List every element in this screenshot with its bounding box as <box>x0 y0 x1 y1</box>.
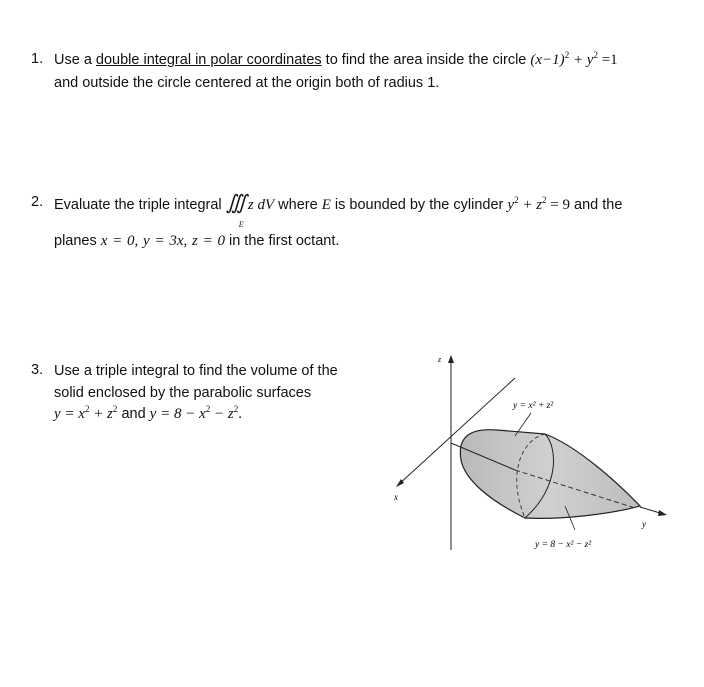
cylinder-equation: $y^2 + z^2 = 9$ <box>507 195 571 213</box>
surface-equation-2: $y = 8 - x^2 - z^2$. <box>149 404 242 422</box>
problem-3-number: 3. <box>31 362 44 378</box>
problem-1-text: to find the area inside the circle <box>325 52 527 68</box>
paraboloids-figure <box>385 350 675 560</box>
y-axis-end <box>640 507 660 513</box>
bottom-surface-label: y = 8 − x² − z² <box>535 540 592 550</box>
problem-2-number: 2. <box>31 194 44 210</box>
problem-3-line-3 <box>54 405 242 423</box>
problem-2-intro: Evaluate the triple integral <box>54 197 222 213</box>
problem-2-where: where <box>278 197 318 213</box>
region-variable: E <box>321 197 331 213</box>
z-axis-arrow <box>448 355 454 363</box>
problem-1-line-2: and outside the circle centered at the origin both of radius 1. <box>54 75 440 91</box>
triple-integral-symbol: ∭ <box>225 192 244 214</box>
and-word: and <box>121 406 146 422</box>
problem-2-bounded: is bounded by the cylinder <box>334 197 504 213</box>
problem-3-line-1: Use a triple integral to find the volume of the <box>54 363 338 379</box>
y-axis-arrow <box>658 510 667 516</box>
plane-equations: x = 0, y = 3x, z = 0 <box>100 233 225 249</box>
problem-2-line-2 <box>54 232 339 250</box>
polar-coordinates-link[interactable]: double integral in polar coordinates <box>95 52 322 68</box>
problem-2-and-the: and the <box>574 197 623 213</box>
problem-2-line-1 <box>54 192 623 229</box>
planes-word: planes <box>54 233 97 249</box>
problem-1-number: 1. <box>31 51 44 67</box>
problem-1-intro: Use a <box>54 52 92 68</box>
integrand: z dV <box>247 197 275 213</box>
surface-equation-1: $y = x^2 + z^2$ <box>54 404 118 422</box>
circle-equation: $(x-1)^2 + y^2 =1$ <box>530 50 618 68</box>
triple-integral <box>225 192 275 229</box>
integral-region: E <box>238 220 244 229</box>
y-axis-label: y <box>642 519 646 529</box>
problem-1-line-1 <box>54 51 618 69</box>
problem-3-line-2: solid enclosed by the parabolic surfaces <box>54 385 312 401</box>
top-surface-label: y = x² + z² <box>513 401 554 411</box>
x-axis-label: x <box>394 492 398 502</box>
z-axis-label: z <box>438 355 442 364</box>
first-octant-text: in the first octant. <box>228 233 340 249</box>
